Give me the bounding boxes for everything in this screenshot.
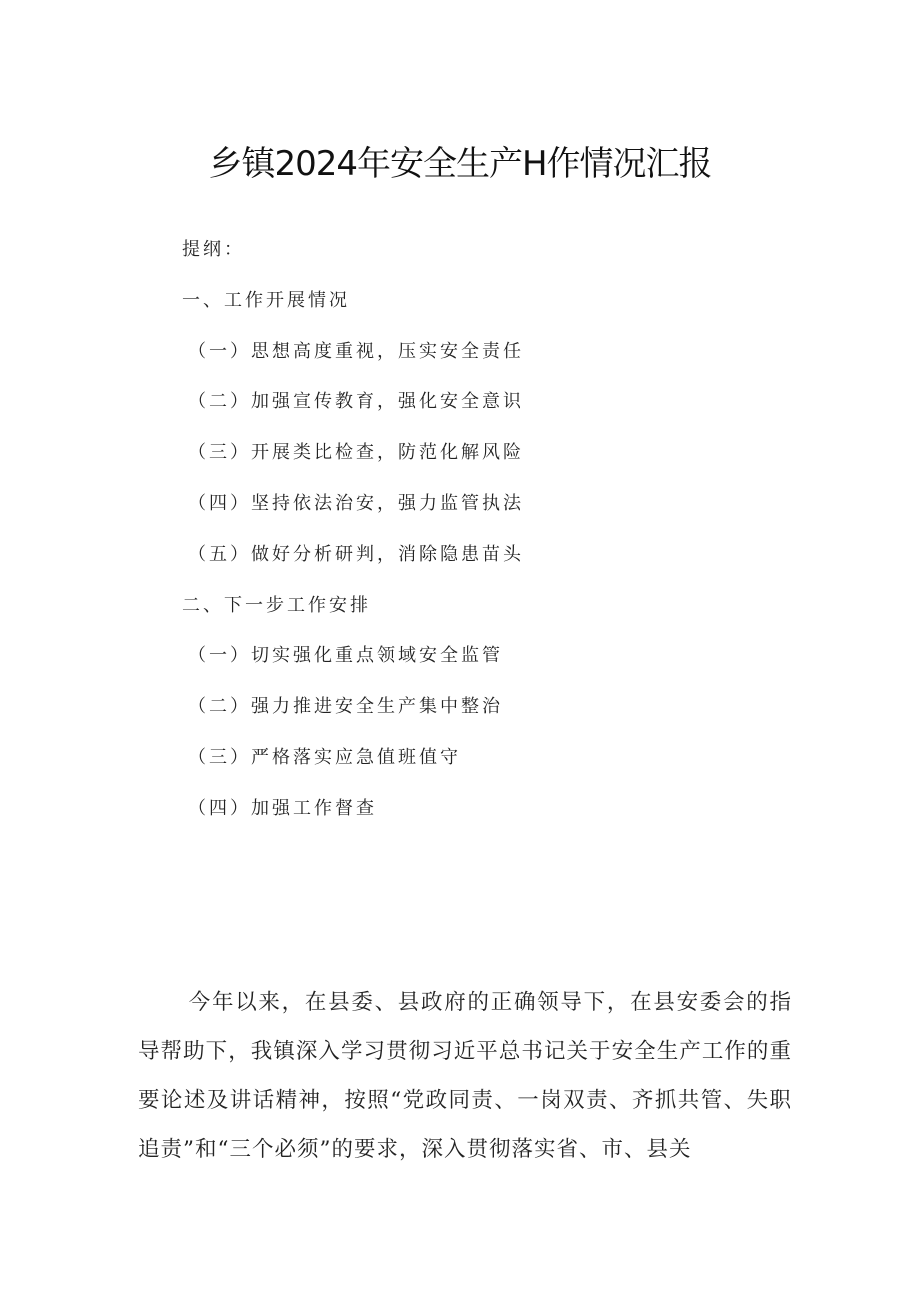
outline-section [182,233,782,843]
outline-item: （一）切实强化重点领域安全监管 [188,645,503,667]
body-paragraph-text: 今年以来，在县委、县政府的正确领导下，在县安委会的指导帮助下，我镇深入学习贯彻习近平总书记关于安全生产工作的重要论述及讲话精神，按照“党政同责、一岗双责、齐抓共管、失职追责”和“三个必须”的要求，深入贯彻落实省、市、县关 [138,990,792,1162]
outline-item: （四）加强工作督查 [188,797,377,819]
outline-item: （三）开展类比检查，防范化解风险 [188,442,524,464]
document-title: 乡镇2024年安全生产H作情况汇报 [208,144,712,184]
outline-item: （四）坚持依法治安，强力监管执法 [188,492,524,514]
outline-item: （五）做好分析研判，消除隐患苗头 [188,543,524,565]
outline-item: （一）思想高度重视，压实安全责任 [188,340,524,362]
outline-heading: 一、工作开展情况 [182,289,350,311]
outline-heading: 二、下一步工作安排 [182,594,371,616]
body-paragraph [138,978,792,1174]
outline-item: （二）强力推进安全生产集中整治 [188,696,503,718]
outline-item: （二）加强宣传教育，强化安全意识 [188,391,524,413]
outline-label: 提纲： [182,239,245,260]
outline-item: （三）严格落实应急值班值守 [188,746,461,768]
